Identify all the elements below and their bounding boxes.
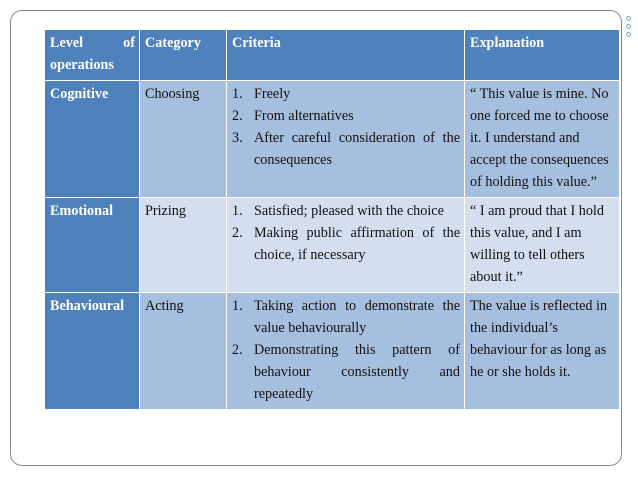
criteria-item: 1. Satisfied; pleased with the choice xyxy=(232,203,444,219)
criteria-item: 1. Taking action to demonstrate the value behaviourally xyxy=(232,298,460,336)
criteria-item: 2. Making public affirmation of the choice, if necessary xyxy=(232,225,460,263)
criteria-cell xyxy=(227,81,465,198)
table-row-cognitive xyxy=(45,81,620,198)
dot-icon xyxy=(626,32,631,37)
header-level-word2: of xyxy=(123,35,135,51)
criteria-cell xyxy=(227,293,465,410)
criteria-item: 1. Freely xyxy=(232,86,291,102)
criteria-list xyxy=(232,83,460,171)
criteria-cell xyxy=(227,198,465,293)
explanation-cell: The value is reflected in the individual’s behaviour for as long as he or she holds it. xyxy=(465,293,620,410)
dot-icon xyxy=(626,16,631,21)
header-level xyxy=(45,30,140,81)
criteria-item: 3. After careful consideration of the consequences xyxy=(232,130,460,168)
category-cell: Prizing xyxy=(140,198,227,293)
criteria-item: 2. Demonstrating this pattern of behaviour consistently and repeatedly xyxy=(232,342,460,402)
criteria-list xyxy=(232,200,460,266)
dot-icon xyxy=(626,24,631,29)
table-row-emotional xyxy=(45,198,620,293)
criteria-item: 2. From alternatives xyxy=(232,108,354,124)
level-cell: Behavioural xyxy=(45,293,140,410)
decorative-dots xyxy=(626,16,634,40)
explanation-cell: “ This value is mine. No one forced me to choose it. I understand and accept the consequences of holding this value.” xyxy=(465,81,620,198)
level-cell: Cognitive xyxy=(45,81,140,198)
header-category: Category xyxy=(140,30,227,81)
level-cell: Emotional xyxy=(45,198,140,293)
table-row-behavioural xyxy=(45,293,620,410)
header-explanation: Explanation xyxy=(465,30,620,81)
category-cell: Acting xyxy=(140,293,227,410)
criteria-list xyxy=(232,295,460,405)
explanation-cell: “ I am proud that I hold this value, and I am willing to tell others about it.” xyxy=(465,198,620,293)
header-level-word3: operations xyxy=(50,57,114,73)
header-level-word1: Level xyxy=(50,35,84,51)
header-criteria: Criteria xyxy=(227,30,465,81)
header-row xyxy=(45,30,620,81)
values-table xyxy=(44,29,620,410)
category-cell: Choosing xyxy=(140,81,227,198)
